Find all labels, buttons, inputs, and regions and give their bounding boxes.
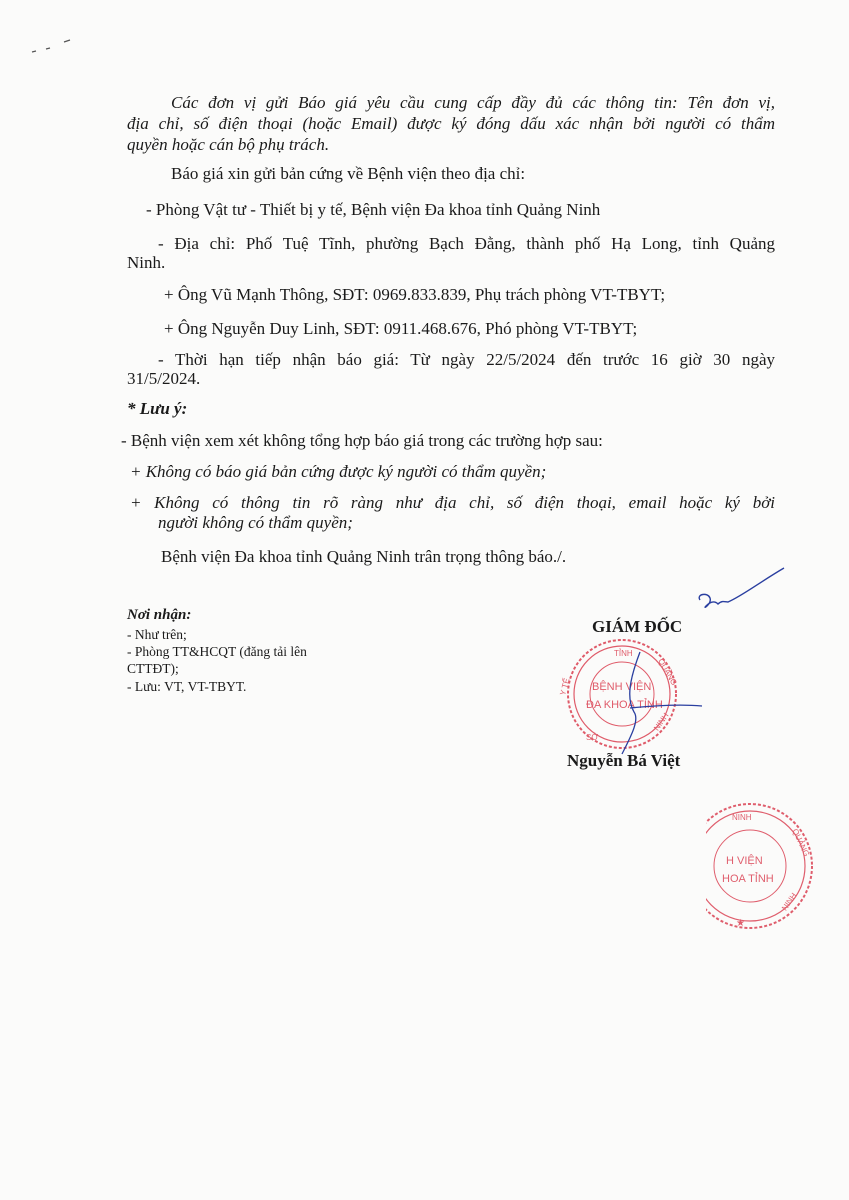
- contact-person-2: + Ông Nguyễn Duy Linh, SĐT: 0911.468.676, Phó phòng VT-TBYT;: [164, 319, 638, 338]
- closing-statement: Bệnh viện Đa khoa tỉnh Quảng Ninh trân trọng thông báo./.: [161, 547, 567, 566]
- recipient-item-2-line-1: - Phòng TT&HCQT (đăng tải lên: [127, 644, 307, 659]
- note-item-2-line-1: + Không có thông tin rõ ràng như địa chỉ, số điện thoại, email hoặc ký bởi: [130, 493, 775, 512]
- signer-name: Nguyễn Bá Việt: [567, 751, 681, 770]
- intro-line-2: địa chỉ, số điện thoại (hoặc Email) được ký đóng dấu xác nhận bởi người có thẩm: [127, 114, 775, 133]
- handwritten-signature: [690, 566, 790, 632]
- seal-line-2: ĐA KHOA TỈNH: [586, 699, 663, 711]
- seal-ring-right: QUẢNG: [656, 657, 679, 687]
- recipient-item-1: - Như trên;: [127, 627, 187, 642]
- address-department: - Phòng Vật tư - Thiết bị y tế, Bệnh viện Đa khoa tỉnh Quảng Ninh: [146, 200, 601, 219]
- edge-seal: [706, 800, 849, 936]
- note-intro: - Bệnh viện xem xét không tổng hợp báo giá trong các trường hợp sau:: [121, 431, 603, 450]
- contact-person-1: + Ông Vũ Mạnh Thông, SĐT: 0969.833.839, Phụ trách phòng VT-TBYT;: [164, 285, 666, 304]
- seal-ring-lower-right: NINH: [651, 711, 671, 733]
- scan-mark: [28, 36, 78, 58]
- edge-seal-ring-top: NINH: [732, 813, 752, 822]
- recipient-item-2-line-2: CTTĐT);: [127, 661, 179, 676]
- edge-seal-line-1: H VIỆN: [726, 855, 763, 867]
- seal-ring-top: TỈNH: [614, 649, 633, 658]
- note-item-2-line-2: người không có thẩm quyền;: [158, 513, 353, 532]
- intro-line-1: Các đơn vị gửi Báo giá yêu cầu cung cấp đầy đủ các thông tin: Tên đơn vị,: [171, 93, 775, 112]
- edge-seal-ring-lower-right: NINH: [779, 891, 799, 913]
- deadline-line-2: 31/5/2024.: [127, 369, 201, 388]
- seal-ring-left: Y TẾ: [558, 677, 572, 697]
- edge-seal-line-2: HOA TỈNH: [722, 873, 774, 885]
- note-item-1: + Không có báo giá bản cứng được ký người có thẩm quyền;: [130, 462, 547, 481]
- recipient-item-3: - Lưu: VT, VT-TBYT.: [127, 679, 247, 694]
- signer-title: GIÁM ĐỐC: [592, 617, 683, 636]
- edge-seal-ring-right: QUẢNG: [790, 827, 812, 858]
- intro-line-3: quyền hoặc cán bộ phụ trách.: [127, 135, 330, 154]
- seal-ring-bottom: SỞ: [586, 733, 599, 742]
- note-heading: * Lưu ý:: [127, 399, 188, 418]
- edge-seal-star: ★: [736, 918, 745, 929]
- seal-line-1: BỆNH VIỆN: [592, 681, 652, 693]
- send-address-intro: Báo giá xin gửi bản cứng về Bệnh viện theo địa chỉ:: [171, 164, 526, 183]
- recipients-heading: Nơi nhận:: [127, 607, 192, 623]
- deadline-line-1: - Thời hạn tiếp nhận báo giá: Từ ngày 22/5/2024 đến trước 16 giờ 30 ngày: [158, 350, 775, 369]
- address-line-1: - Địa chỉ: Phố Tuệ Tĩnh, phường Bạch Đằng, thành phố Hạ Long, tỉnh Quảng: [158, 234, 775, 253]
- address-line-2: Ninh.: [127, 253, 166, 272]
